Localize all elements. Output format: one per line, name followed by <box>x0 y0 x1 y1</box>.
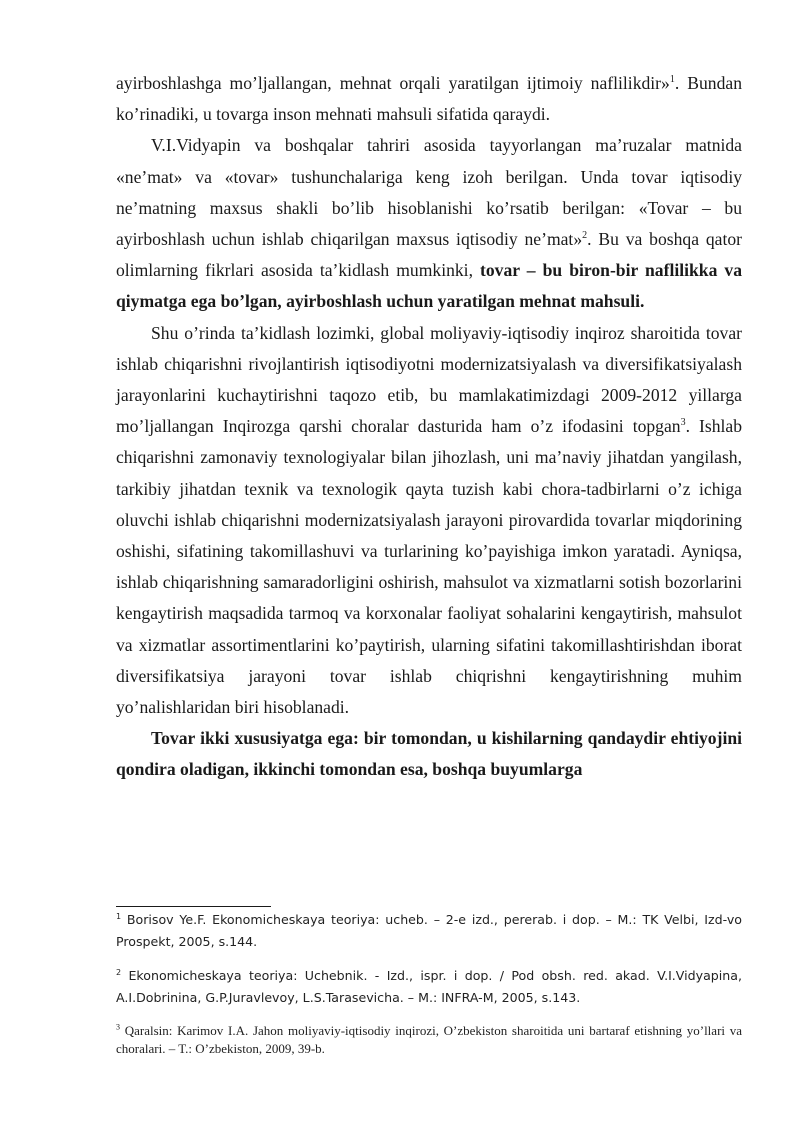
body-text <box>116 68 742 786</box>
footnote-ref-3: 3 <box>680 417 686 429</box>
paragraph-3: Shu o’rinda ta’kidlash lozimki, global moliyaviy-iqtisodiy inqiroz sharoitida tovar ishlab chiqarishni rivojlantirish iqtisodiyotni modernizatsiyalash va diversifikatsiyalash jarayonlarini kuchaytirishni taqozo etib, bu mamlakatimizdagi 2009-2012 yillarga mo’ljallangan Inqirozga qarshi choralar dasturida ham o’z ifodasini topgan$^3$. Ishlab chiqarishni zamonaviy texnologiyalar bilan jihozlash, uni ma’naviy jihatdan yangilash, tarkibiy jihatdan texnik va texnologik qayta tuzish kabi chora-tadbirlarni o’z ichiga oluvchi ishlab chiqarishni modernizatsiyalash jarayoni pirovardida tovarlar miqdorining oshishi, sifatining takomillashuvi va turlarining ko’payishiga imkon yaratadi. Ayniqsa, ishlab chiqarishning samaradorligini oshirish, mahsulot va xizmatlarni sotish bozorlarini kengaytirish maqsadida tarmoq va korxonalar faoliyat sohalarini kengaytirish, mahsulot va xizmatlar assortimentlarini ko’paytirish, ularning sifatini takomillashtirishdan iborat diversifikatsiya jarayoni tovar ishlab chiqrishni kengaytirishning muhim yo’nalishlaridan biri hisoblanadi. <box>116 322 742 718</box>
footnote-3: $^3$ Qaralsin: Karimov I.A. Jahon moliyaviy-iqtisodiy inqirozi, O’zbekiston sharoitida uni bartaraf etishning yo’llari va choralari. – T.: O’zbekiston, 2009, 39-b. <box>116 1022 742 1056</box>
footnote-separator <box>116 906 271 907</box>
footnote-2: $^2$ Ekonomicheskaya teoriya: Uchebnik. - Izd., ispr. i dop. / Pod obsh. red. akad. V.I.Vidyapina, A.I.Dobrinina, G.P.Juravlevoy, L.S.Tarasevicha. – M.: INFRA-M, 2005, s.143. <box>116 967 742 1005</box>
paragraph-4: Tovar ikki xususiyatga ega: bir tomondan, u kishilarning qandaydir ehtiyojini qondira oladigan, ikkinchi tomondan esa, boshqa buyumlarga <box>116 728 742 780</box>
footnote-1: $^1$ Borisov Ye.F. Ekonomicheskaya teoriya: ucheb. – 2-e izd., pererab. i dop. – M.: TK Velbi, Izd-vo Prospekt, 2005, s.144. <box>116 911 742 949</box>
paragraph-1: ayirboshlashga mo’ljallangan, mehnat orqali yaratilgan ijtimoiy naflilikdir»$^1$. Bundan ko’rinadiki, u tovarga inson mehnati mahsuli sifatida qaraydi. <box>116 73 742 125</box>
paragraph-2: V.I.Vidyapin va boshqalar tahriri asosida tayyorlangan ma’ruzalar matnida «ne’mat» va «tovar» tushunchalariga keng izoh berilgan. Unda tovar iqtisodiy ne’matning maxsus shakli bo’lib hisoblanishi ko’rsatib berilgan: «Tovar – bu ayirboshlash uchun ishlab chiqarilgan maxsus iqtisodiy ne’mat»$^2$. Bu va boshqa qator olimlarning fikrlari asosida ta’kidlash mumkinki, tovar – bu biron-bir naflilikka va qiymatga ega bo’lgan, ayirboshlash uchun yaratilgan mehnat mahsuli. <box>116 135 742 312</box>
definition-bold: tovar – bu biron-bir naflilikka va qiymatga ega bo’lgan, ayirboshlash uchun yaratilgan mehnat mahsuli. <box>116 260 742 312</box>
footnote-ref-2: 2 <box>582 230 588 242</box>
footnote-ref-1: 1 <box>669 74 675 86</box>
